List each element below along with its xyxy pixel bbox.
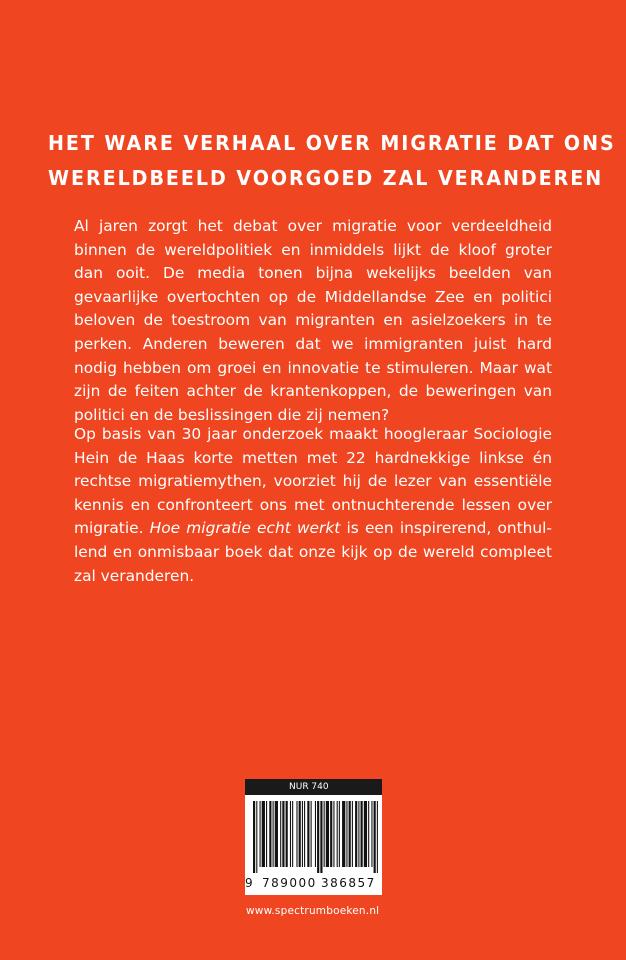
barcode-bar xyxy=(286,801,288,867)
barcode-bars xyxy=(253,801,379,873)
text-line: politici en de beslissingen die zij nemen? xyxy=(74,405,390,424)
barcode-bar xyxy=(371,801,372,867)
text-line-with-title xyxy=(74,517,552,541)
barcode-bar xyxy=(275,801,278,867)
barcode-bar xyxy=(368,801,369,867)
barcode-bar xyxy=(304,801,305,867)
isbn-group-1: 789000 xyxy=(262,876,317,890)
headline xyxy=(48,126,616,196)
text-line: binnen de wereldpolitiek en inmiddels lijkt de kloof groter xyxy=(74,240,552,259)
isbn-group-2: 386857 xyxy=(321,876,376,890)
barcode-bar xyxy=(292,801,293,867)
barcode-bar xyxy=(364,801,367,867)
barcode-bar xyxy=(299,801,301,867)
barcode-bar xyxy=(358,801,359,867)
barcode-bar xyxy=(342,801,345,867)
blurb-paragraph-1 xyxy=(74,215,552,427)
barcode-bar xyxy=(266,801,267,867)
barcode-bar xyxy=(333,801,334,867)
barcode-bar xyxy=(361,801,363,867)
barcode-bar xyxy=(320,801,322,873)
barcode-bar xyxy=(315,801,316,867)
barcode-bar xyxy=(262,801,265,867)
barcode-bar xyxy=(349,801,351,867)
headline-line-2: WERELDBEELD VOORGOED ZAL VERANDEREN xyxy=(48,166,604,190)
nur-code: NUR 740 xyxy=(245,779,382,795)
barcode-bar xyxy=(339,801,340,867)
text-line: rechtse migratiemythen, voorziet hij de lezer van essentiële xyxy=(74,472,552,491)
barcode-bar xyxy=(326,801,329,867)
barcode-bar xyxy=(296,801,297,867)
barcode-bar xyxy=(282,801,284,867)
text-line: lend en onmisbaar boek dat onze kijk op de wereld compleet xyxy=(74,542,552,561)
blurb-paragraph-2 xyxy=(74,423,552,588)
barcode-bar xyxy=(256,801,257,873)
text-line: dan ooit. De media tonen bijna wekelijks beelden van xyxy=(74,264,552,283)
barcode-bar xyxy=(260,801,261,867)
text-line: perken. Anderen beweren dat we immigranten juist hard xyxy=(74,334,552,353)
barcode-bar xyxy=(346,801,347,867)
barcode-bar xyxy=(307,801,309,867)
barcode-bar xyxy=(352,801,353,867)
barcode-bar xyxy=(273,801,274,867)
barcode-bar xyxy=(355,801,357,867)
isbn-lead-digit: 9 xyxy=(245,876,253,890)
text-line: Al jaren zorgt het debat over migratie voor verdeeldheid xyxy=(74,217,552,235)
barcode-bar xyxy=(377,801,378,873)
text-line: zal veranderen. xyxy=(74,566,195,585)
barcode-bar xyxy=(337,801,338,867)
text-line: beloven de toestroom van migranten en asielzoekers in te xyxy=(74,311,552,330)
book-title: Hoe migratie echt werkt xyxy=(149,519,341,538)
barcode-bar xyxy=(317,801,319,873)
headline-line-1: HET WARE VERHAAL OVER MIGRATIE DAT ONS xyxy=(48,131,616,155)
text-line: Op basis van 30 jaar onderzoek maakt hoogleraar Sociologie xyxy=(74,425,552,443)
text-line: kennis en confronteert ons met ontnuchterende lessen over xyxy=(74,495,552,514)
publisher-website: www.spectrumboeken.nl xyxy=(246,905,380,917)
barcode-bar xyxy=(330,801,332,867)
barcode-bar xyxy=(374,801,376,873)
text-line: Hein de Haas korte metten met 22 hardnekkige linkse én xyxy=(74,448,552,467)
text-fragment: migratie. xyxy=(74,519,150,538)
barcode-bar xyxy=(324,801,325,867)
barcode-bar xyxy=(302,801,303,867)
text-line: zijn de feiten achter de krantenkoppen, de beweringen van xyxy=(74,382,552,401)
barcode-bar xyxy=(280,801,281,867)
isbn-barcode xyxy=(245,779,382,895)
text-line: nodig hebben om groei en innovatie te stimuleren. Maar wat xyxy=(74,358,552,377)
barcode-bar xyxy=(311,801,312,867)
barcode-bar xyxy=(290,801,291,867)
barcode-bar xyxy=(253,801,255,873)
text-line: gevaarlijke overtochten op de Middellandse Zee en politici xyxy=(74,287,552,306)
barcode-bar xyxy=(269,801,271,867)
text-fragment: is een inspirerend, onthul- xyxy=(340,519,552,538)
